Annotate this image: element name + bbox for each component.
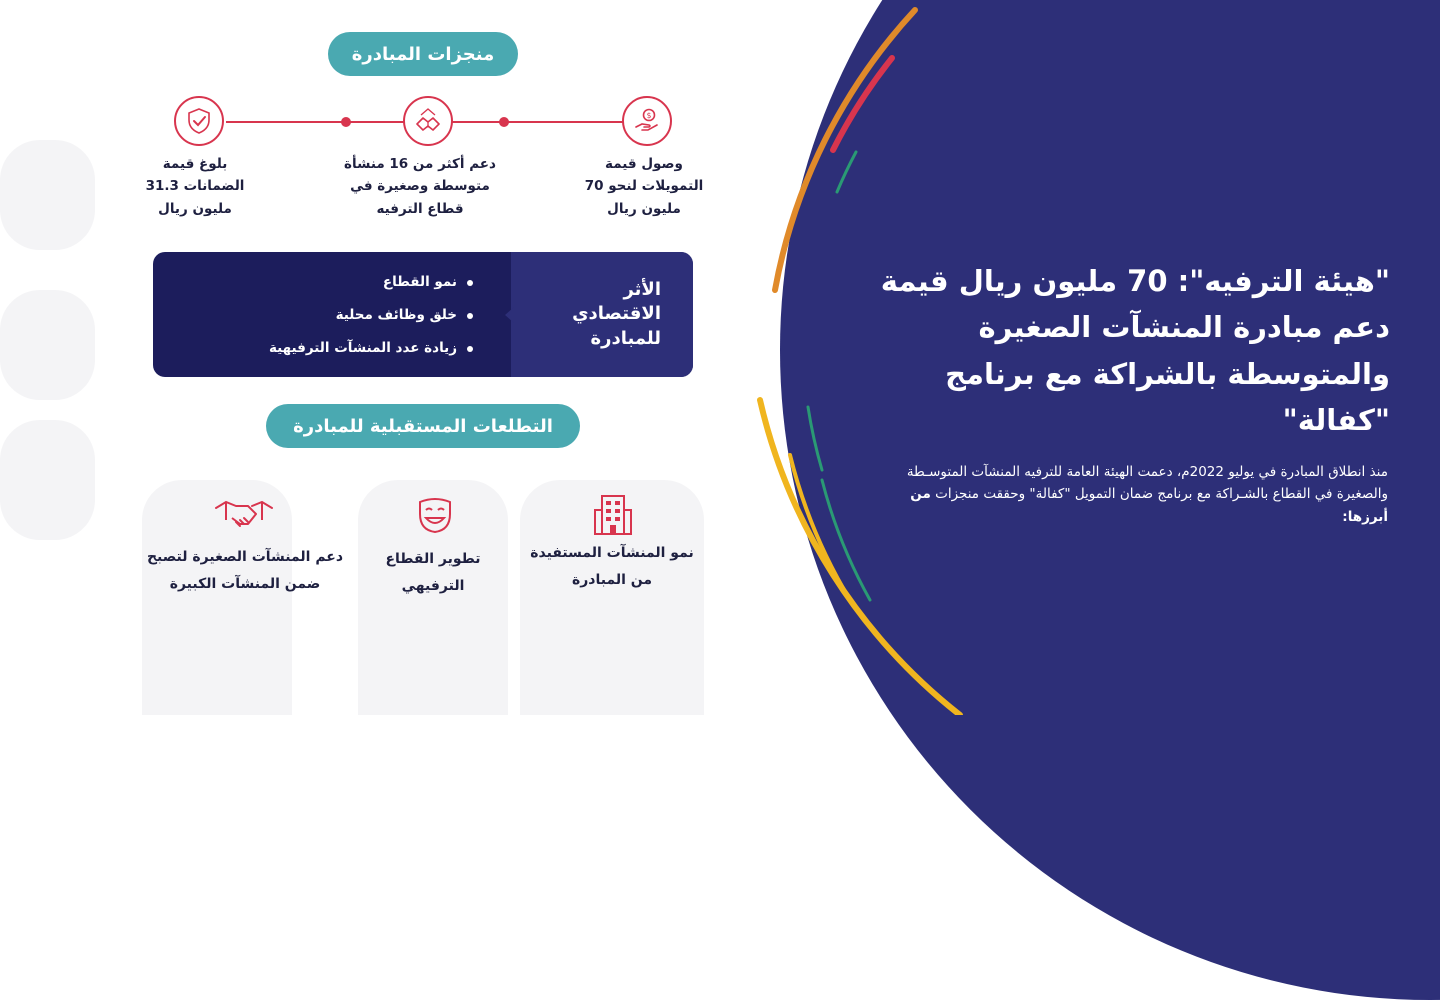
achievements-title: منجزات المبادرة [328, 32, 518, 76]
impact-item: خلق وظائف محلية [269, 299, 473, 332]
intro-paragraph [868, 461, 1388, 528]
aspirations-title: التطلعات المستقبلية للمبادرة [266, 404, 580, 448]
achievement-enterprises: دعم أكثر من 16 منشأة متوسطة وصغيرة في قطاع الترفيه [344, 156, 496, 217]
aspiration-growth: نمو المنشآت المستفيدة من المبادرة [530, 545, 694, 588]
handshake-icon [214, 494, 274, 540]
impact-title: الأثر الاقتصادي للمبادرة [572, 279, 661, 349]
impact-item: نمو القطاع [269, 266, 473, 299]
svg-text:$: $ [646, 111, 652, 120]
achievement-financing: وصول قيمة التمويلات لنحو 70 مليون ريال [584, 156, 704, 217]
headline: "هيئة الترفيه": 70 مليون ريال قيمة دعم مبادرة المنشآت الصغيرة والمتوسطة بالشراكة مع برنامج "كفالة" [880, 264, 1390, 438]
money-hand-icon [622, 96, 672, 146]
handshake-icon [403, 96, 453, 146]
intro-emphasis: من أبرزها: [910, 486, 1388, 525]
timeline-dot [499, 117, 509, 127]
timeline-dot [341, 117, 351, 127]
background-decoration [0, 420, 95, 540]
background-decoration [0, 290, 95, 400]
impact-item: زيادة عدد المنشآت الترفيهية [269, 332, 473, 365]
achievement-guarantees: بلوغ قيمة الضمانات 31.3 مليون ريال [145, 156, 245, 217]
shield-check-icon [174, 96, 224, 146]
bullet-dot [467, 280, 473, 286]
bullet-dot [467, 313, 473, 319]
aspiration-support: دعم المنشآت الصغيرة لتصبح ضمن المنشآت الكبيرة [146, 549, 344, 592]
bullet-dot [467, 346, 473, 352]
impact-notch [505, 307, 514, 323]
building-icon [591, 492, 635, 540]
background-decoration [0, 140, 95, 250]
impact-box [153, 252, 693, 377]
theater-mask-icon [414, 494, 456, 540]
intro-text: منذ انطلاق المبادرة في يوليو 2022م، دعمت الهيئة العامة للترفيه المنشآت المتوسـطة والصغيرة في القطاع بالشـراكة مع برنامج ضمان التمويل "كفالة" وحققت منجزات [906, 464, 1388, 503]
aspiration-development: تطوير القطاع الترفيهي [385, 551, 481, 594]
impact-list [269, 266, 473, 365]
